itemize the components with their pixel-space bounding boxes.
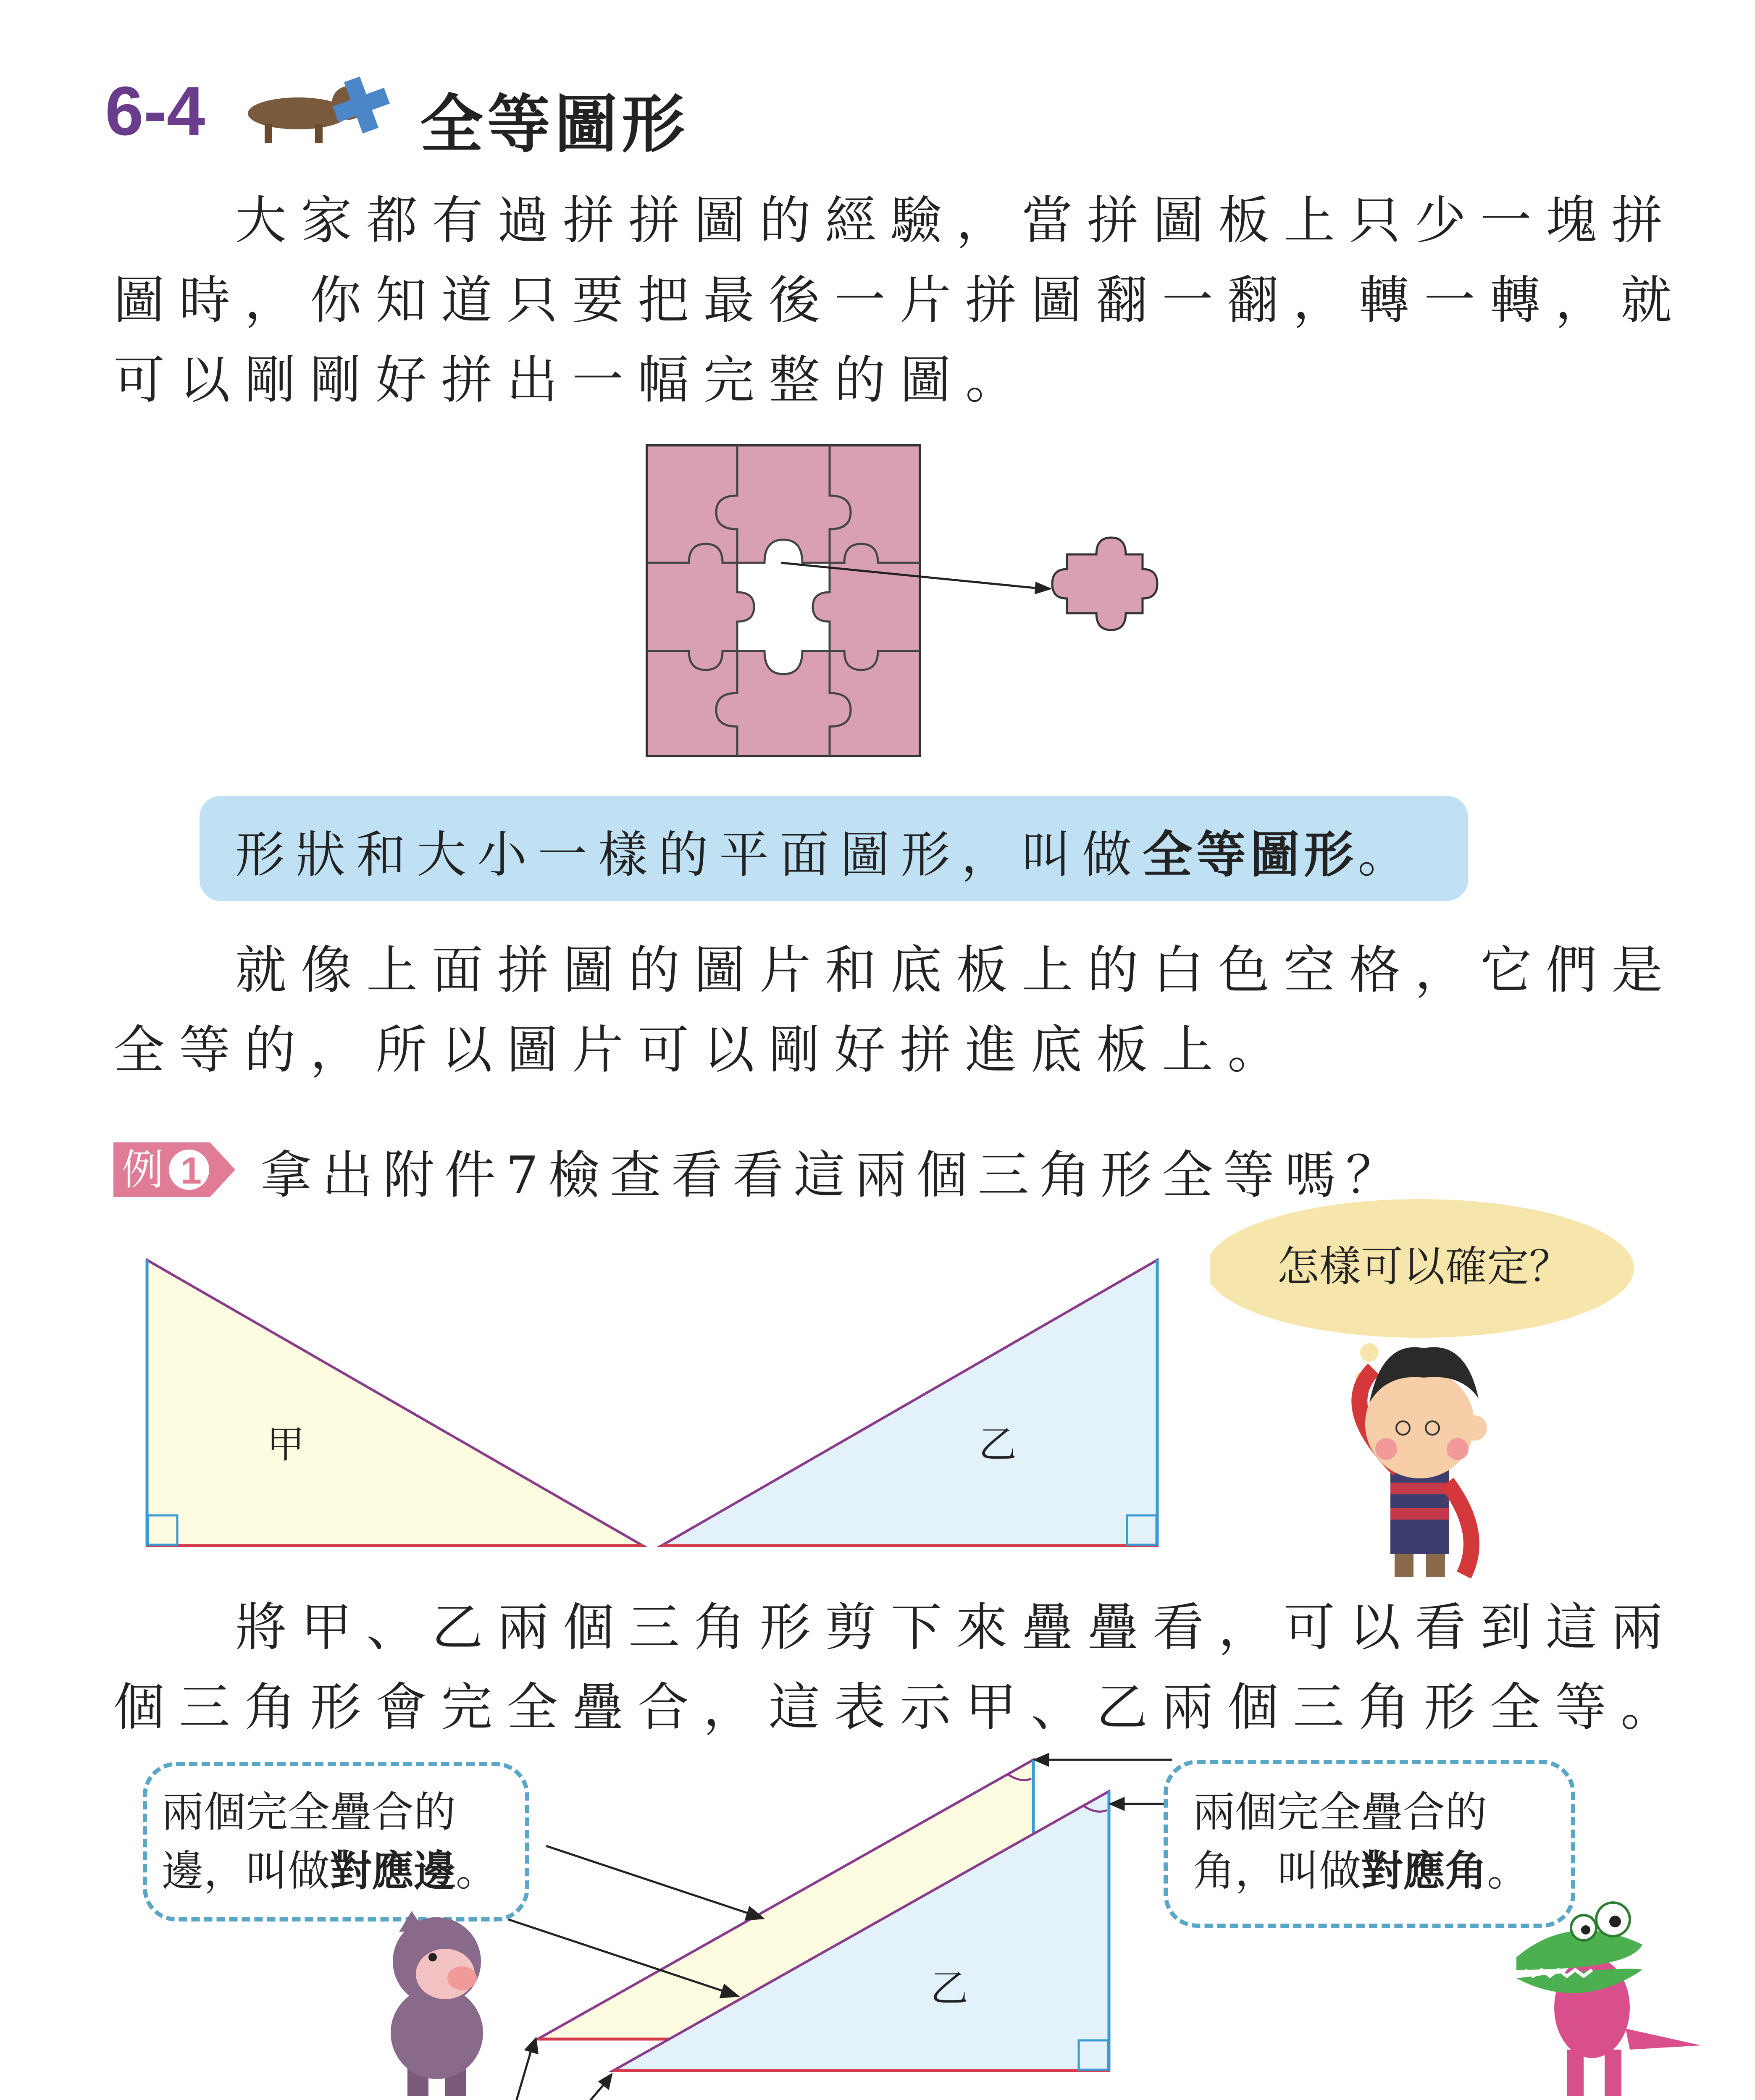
example-badge-label: 例 [122,1145,164,1194]
definition-text [235,815,1418,886]
callout-angles-term: 對應角 [1361,1846,1487,1895]
callout-angles-suffix: 。 [1487,1846,1529,1895]
callout-sides-suffix: 。 [456,1846,498,1895]
triangle-yi-label: 乙 [979,1423,1017,1467]
section-number: 6-4 [105,72,205,150]
jigsaw-puzzle-illustration [643,441,1214,760]
crocodile-mascot-illustration [1508,1869,1705,2100]
paragraph-2-line-1: 就像上面拼圖的圖片和底板上的白色空格，它們是 [235,940,1677,1000]
example-question: 拿出附件7檢查看看這兩個三角形全等嗎？ [260,1145,1407,1205]
definition-suffix: 。 [1358,826,1419,884]
triangle-jia-label: 甲 [267,1423,305,1467]
definition-term: 全等圖形 [1143,826,1358,884]
callout-sides-line-2: 邊，叫做 [162,1846,330,1895]
definition-prefix: 形狀和大小一樣的平面圖形，叫做 [235,826,1143,884]
example-badge [113,1142,239,1197]
intro-line-2: 圖時，你知道只要把最後一片拼圖翻一翻，轉一轉，就 [113,270,1686,330]
section-title: 全等圖形 [420,88,689,161]
callout-angles-line-2: 角，叫做 [1193,1846,1361,1895]
callout-sides-text [162,1783,498,1900]
pig-mascot-illustration [361,1907,521,2100]
callout-sides-line-1: 兩個完全疊合的 [162,1788,456,1837]
paragraph-3-line-2: 個三角形會完全疊合，這表示甲、乙兩個三角形全等。 [113,1677,1686,1737]
overlay-triangle-label: 乙 [930,1966,968,2011]
paragraph-2-line-2: 全等的，所以圖片可以剛好拼進底板上。 [113,1020,1293,1080]
intro-line-3: 可以剛剛好拼出一幅完整的圖。 [113,350,1031,410]
triangles-figure [139,1252,1168,1558]
callout-angles-text [1193,1783,1529,1900]
intro-paragraph [113,181,1686,420]
paragraph-3-line-1: 將甲、乙兩個三角形剪下來疊疊看，可以看到這兩 [235,1598,1677,1657]
intro-line-1: 大家都有過拼拼圖的經驗，當拼圖板上只少一塊拼 [235,191,1677,250]
callout-angles-line-1: 兩個完全疊合的 [1193,1788,1487,1837]
dog-plus-mascot-icon [235,69,403,149]
example-badge-number: 1 [181,1150,202,1192]
paragraph-2 [113,930,1677,1090]
thought-bubble-text: 怎樣可以確定？ [1277,1242,1571,1291]
paragraph-3 [113,1588,1686,1747]
callout-sides-term: 對應邊 [330,1846,456,1895]
